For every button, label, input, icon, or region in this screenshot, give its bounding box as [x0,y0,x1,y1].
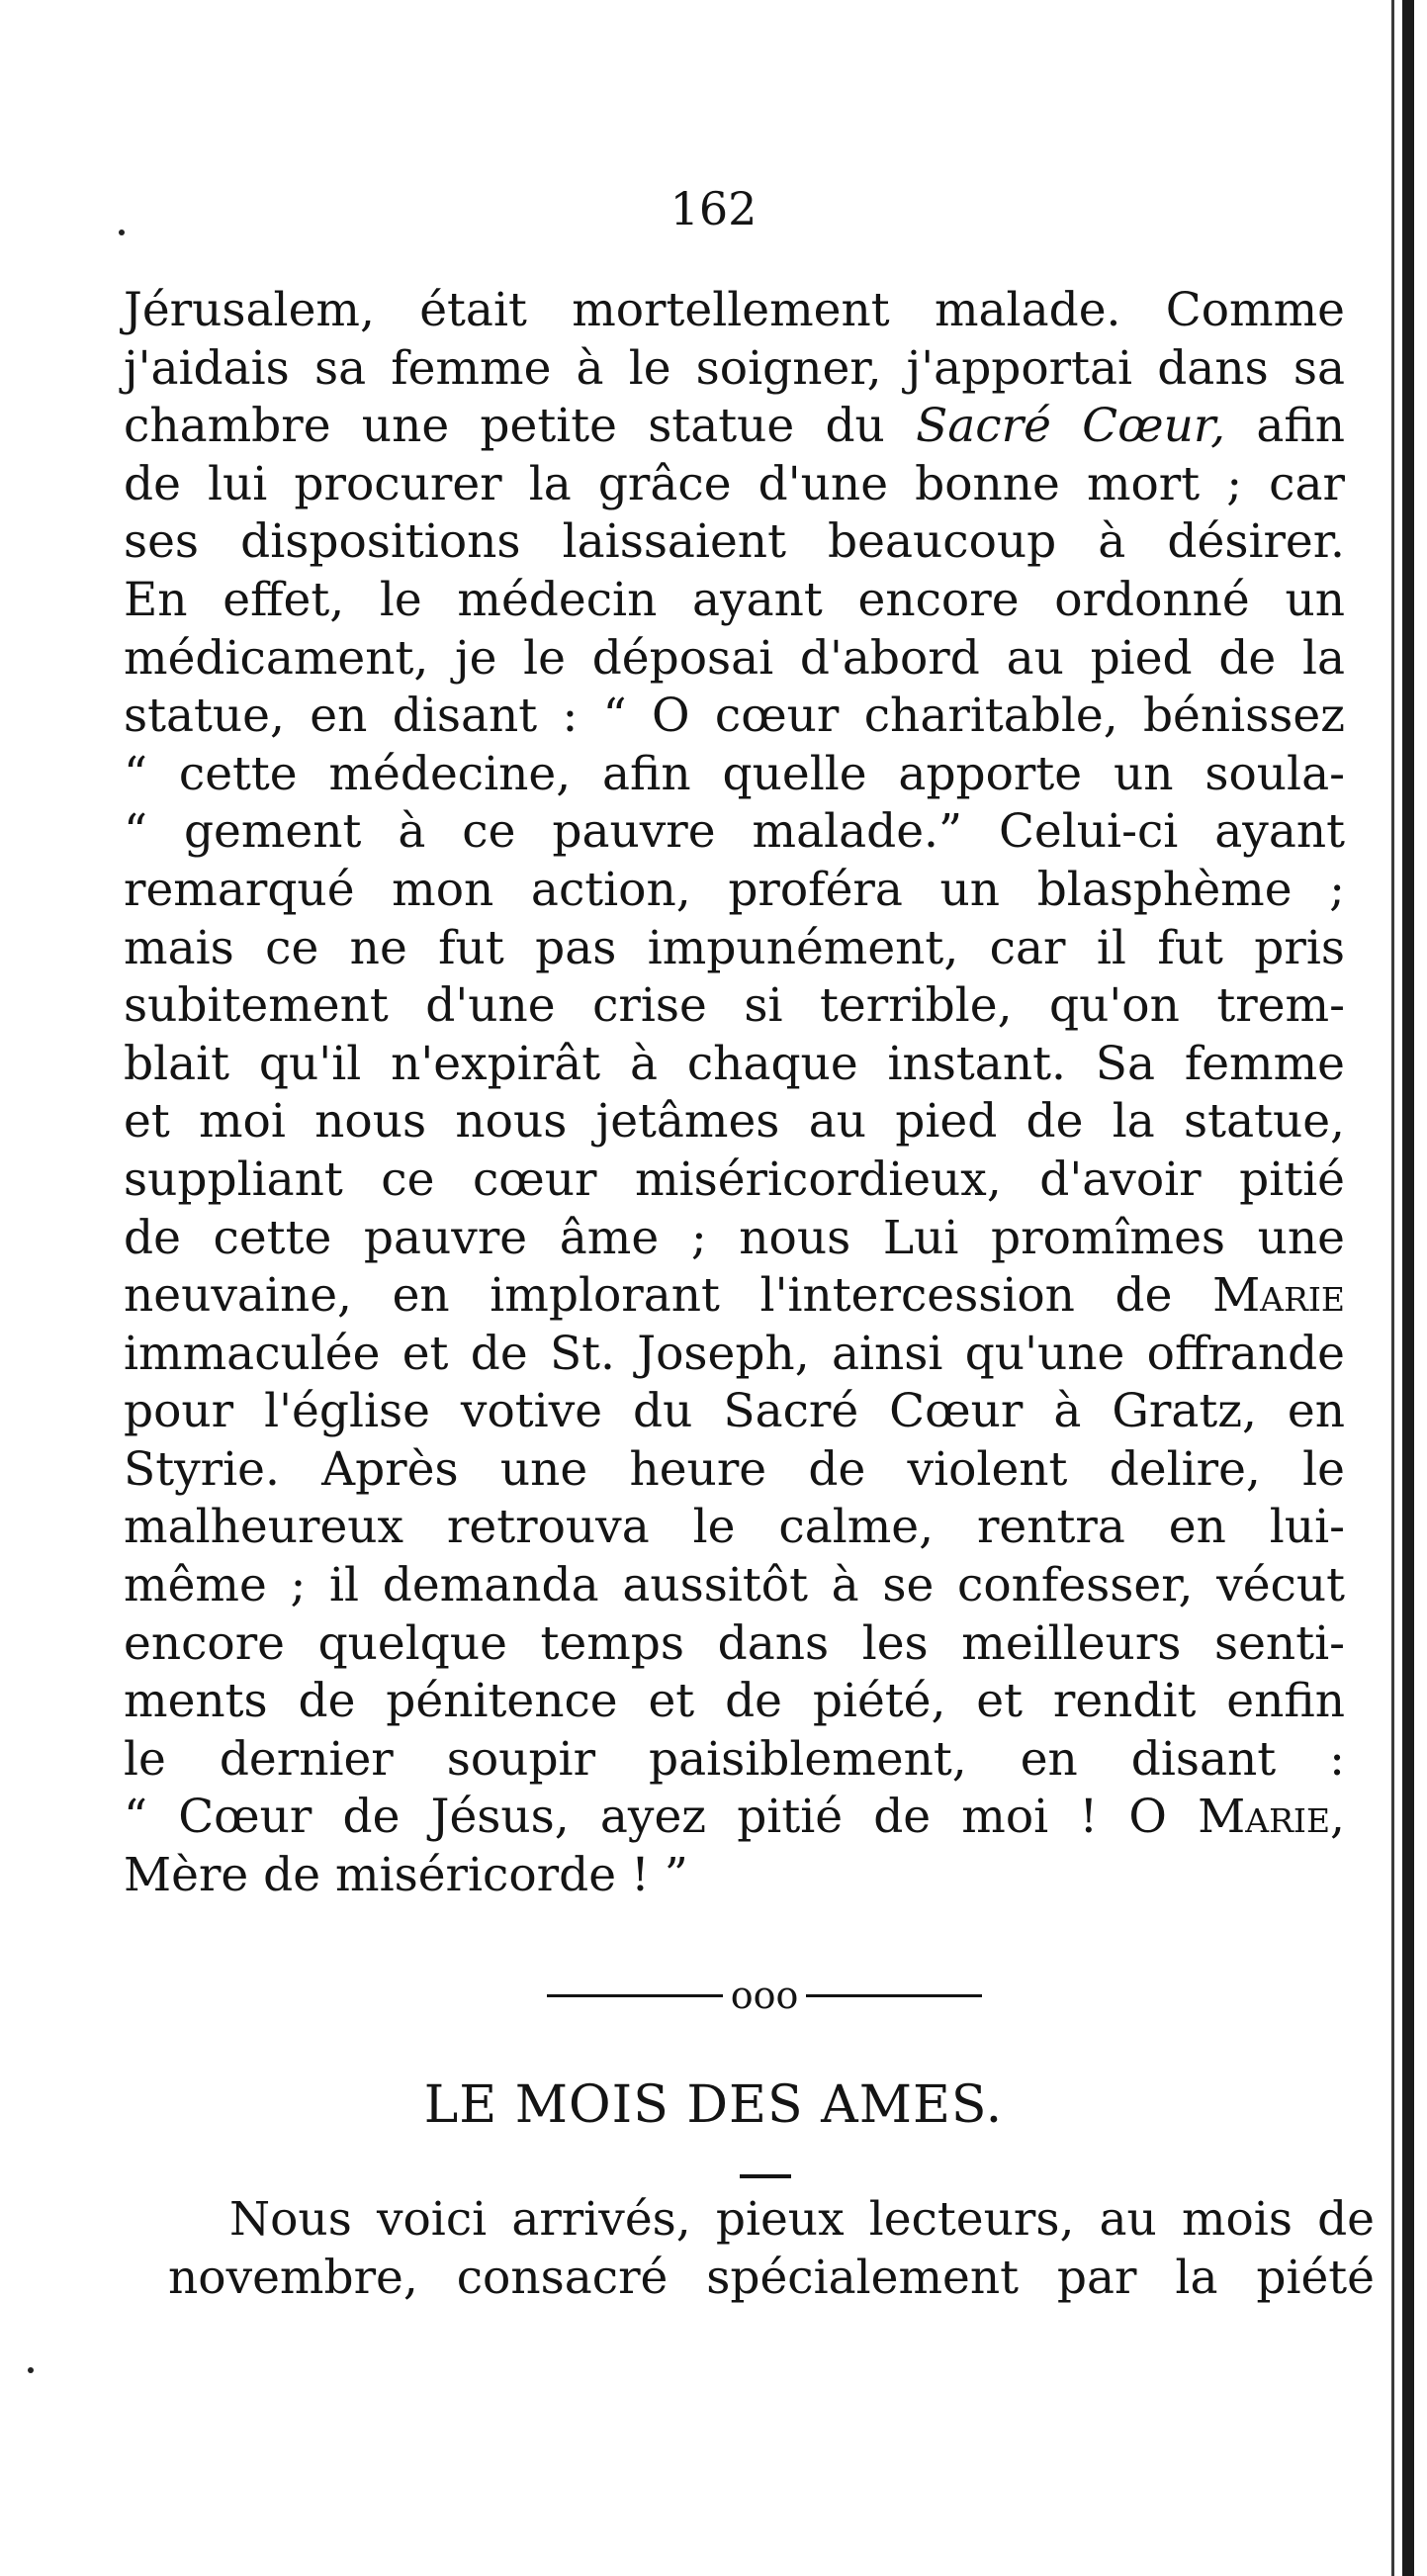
text-line: malheureux retrouva le calme, rentra en lui- [124,1500,1345,1555]
text-line: j'aidais sa femme à le soigner, j'apportai dans sa [124,340,1345,396]
separator-mark: ooo [730,1974,799,2017]
page-edge-border [1402,0,1414,2576]
text-line: encore quelque temps dans les meilleurs senti- [124,1615,1345,1671]
text-line: et moi nous nous jetâmes au pied de la statue, [124,1094,1345,1150]
text-line: remarqué mon action, proféra un blasphème ; [124,862,1345,917]
title-underline-dash [740,2174,791,2178]
text-line: En effet, le médecin ayant encore ordonné un [124,572,1345,627]
text-line: ments de pénitence et de piété, et rendit enfin [124,1674,1345,1729]
text-line: médicament, je le déposai d'abord au pied de la [124,630,1345,686]
text-line: immaculée et de St. Joseph, ainsi qu'une offrande [124,1326,1345,1381]
text-line: le dernier soupir paisiblement, en disant : [124,1731,1345,1787]
text-line: neuvaine, en implorant l'intercession de Marie [124,1268,1345,1324]
italic-phrase: Sacré Cœur, [916,399,1226,454]
text-line: “ Cœur de Jésus, ayez pitié de moi ! O Marie, [124,1790,1345,1845]
text-line: “ gement à ce pauvre malade.” Celui-ci ayant [124,804,1345,860]
paragraph-1 [124,282,1345,1905]
ink-speck [28,2367,34,2373]
text-line: “ cette médecine, afin quelle apporte un soula- [124,746,1345,801]
text-line: ses dispositions laissaient beaucoup à désirer. [124,514,1345,570]
text-line: blait qu'il n'expirât à chaque instant. Sa femme [124,1036,1345,1091]
section-title: LE MOIS DES AMES. [423,2075,1004,2135]
section-separator [547,1974,982,2017]
separator-rule-right [806,1994,982,1997]
text-line: statue, en disant : “ O cœur charitable, bénissez [124,689,1345,744]
text-line-last: Mère de miséricorde ! ” [124,1848,688,1903]
text-line: novembre, consacré spécialement par la piété [168,2250,1375,2305]
text-line: de cette pauvre âme ; nous Lui promîmes une [124,1210,1345,1265]
page-number: 162 [669,182,758,235]
text-line: Nous voici arrivés, pieux lecteurs, au mois de [229,2192,1375,2247]
page-edge-shadow [1391,0,1394,2576]
text-line: suppliant ce cœur miséricordieux, d'avoir pitié [124,1151,1345,1207]
text-line: subitement d'une crise si terrible, qu'on trem- [124,978,1345,1034]
text-line: de lui procurer la grâce d'une bonne mort ; car [124,456,1345,511]
text-line: pour l'église votive du Sacré Cœur à Gratz, en [124,1384,1345,1439]
name-marie: Marie [1212,1268,1345,1324]
name-marie: Marie, [1198,1790,1345,1845]
text-line: chambre une petite statue du Sacré Cœur, afin [124,399,1345,454]
separator-rule-left [547,1994,723,1997]
paragraph-2 [168,2191,1375,2307]
text-line: mais ce ne fut pas impunément, car il fut pris [124,920,1345,975]
text-line: Jérusalem, était mortellement malade. Comme [124,283,1345,337]
text-line: même ; il demanda aussitôt à se confesser, vécut [124,1558,1345,1613]
text-line: Styrie. Après une heure de violent delire, le [124,1441,1345,1497]
